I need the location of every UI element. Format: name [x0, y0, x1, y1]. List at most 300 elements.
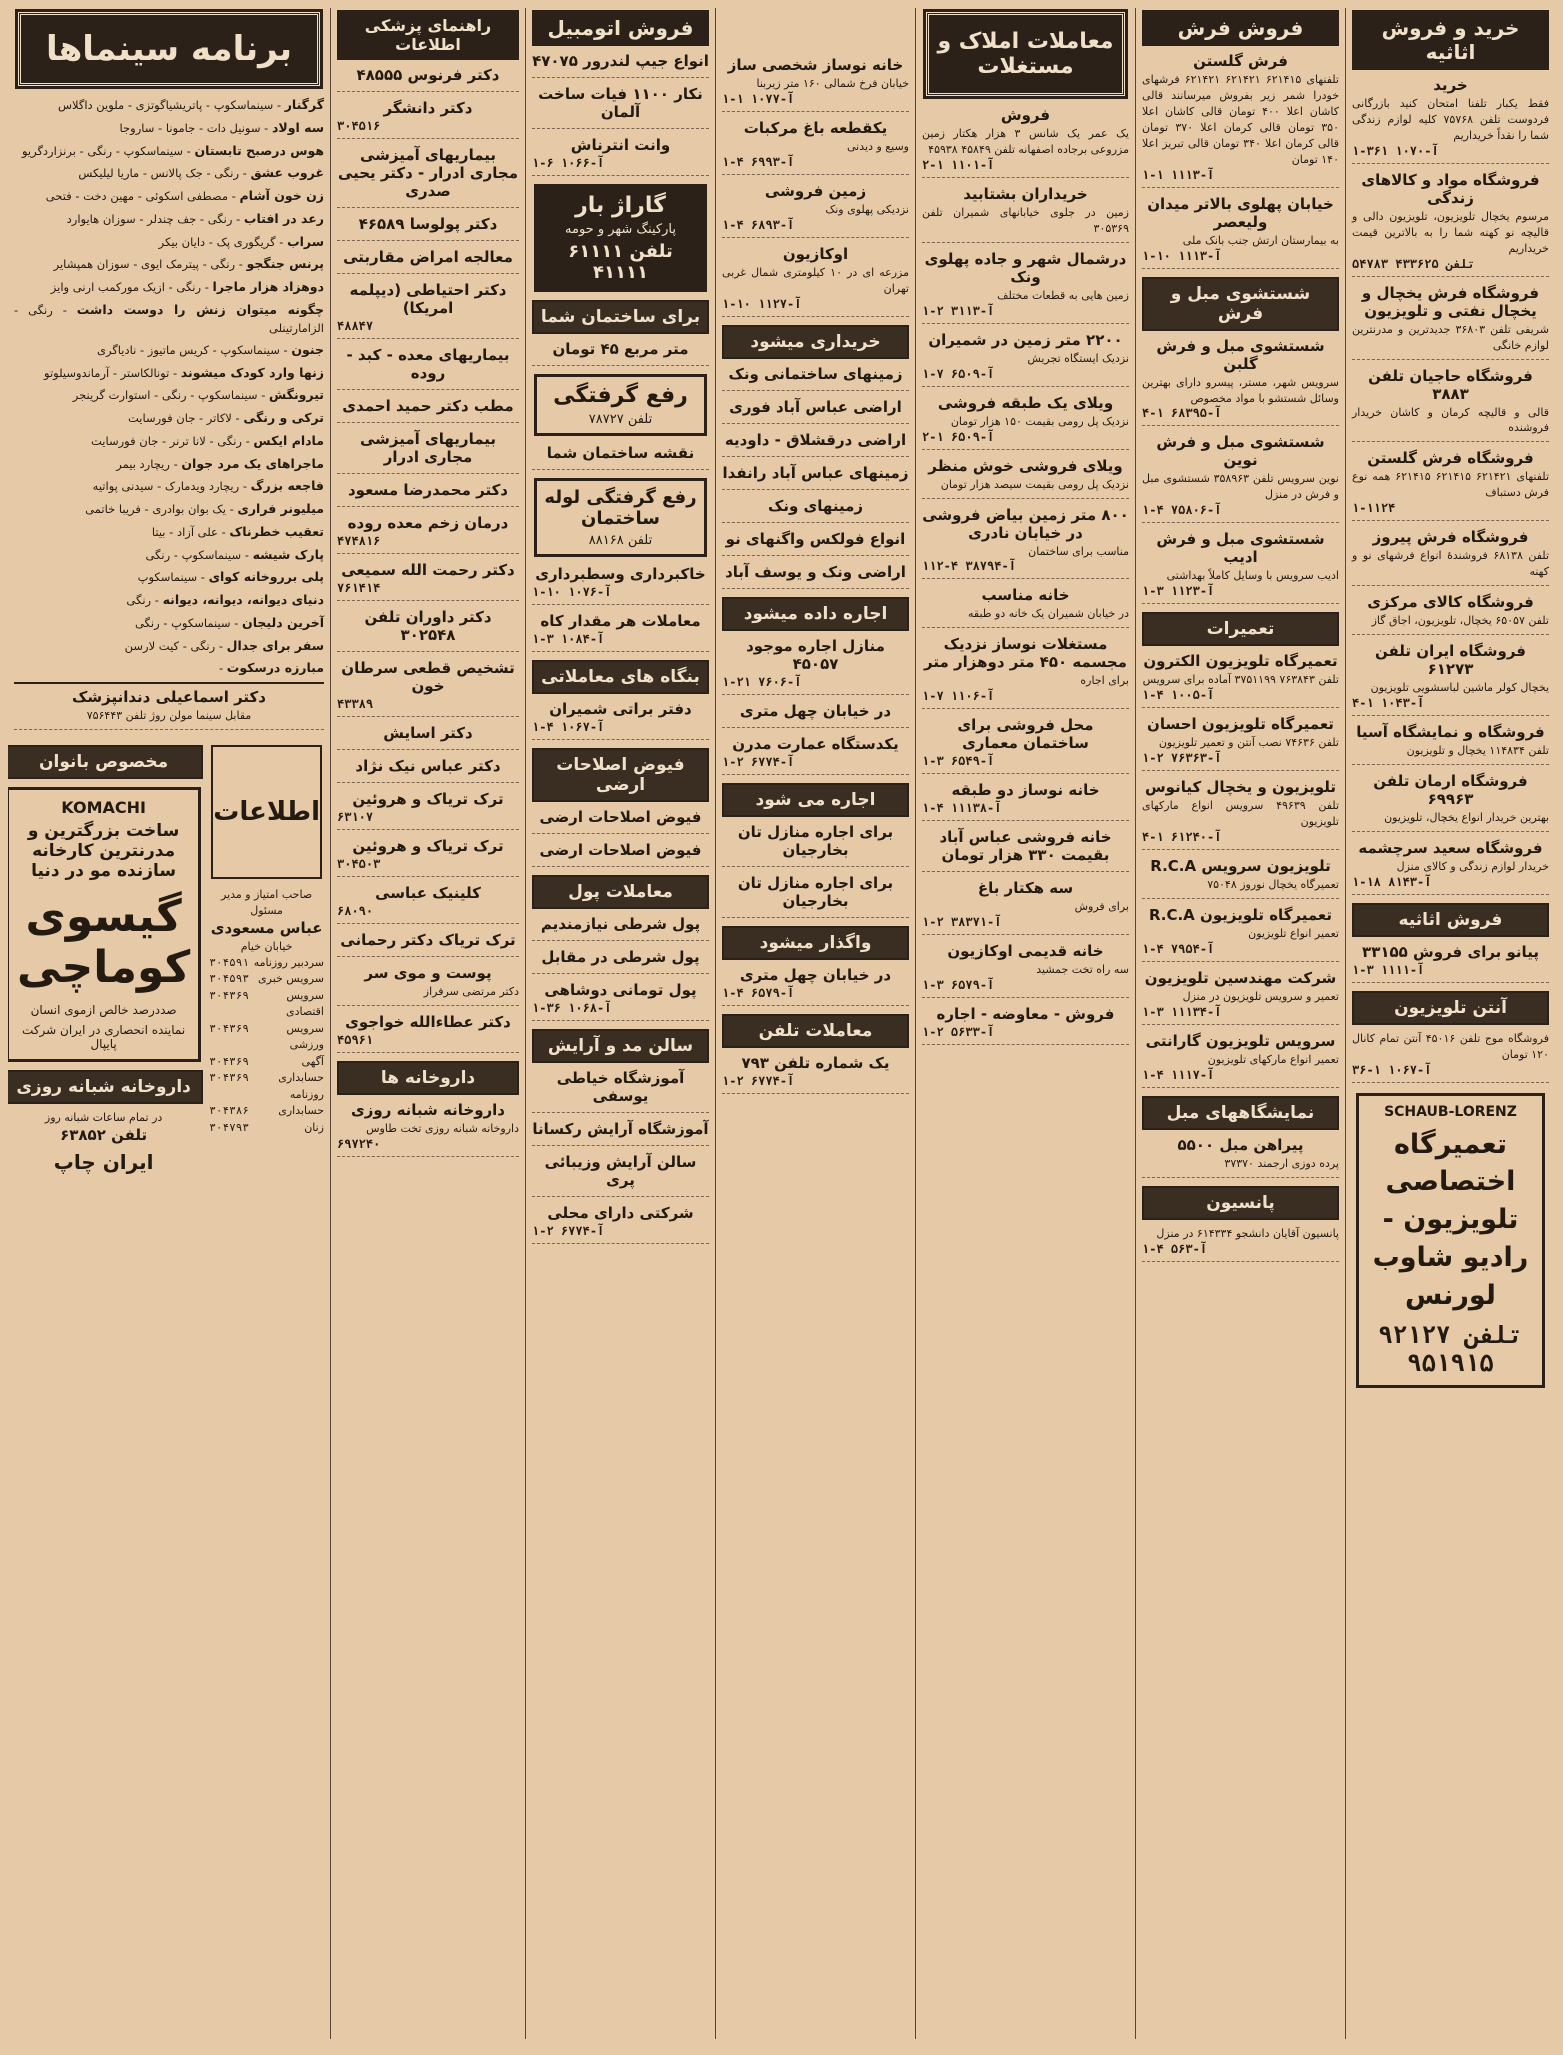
ad-phone: ۱-۴ آ-۷۵۸۰۶: [1142, 503, 1222, 518]
film-details: رنگی - پیترمک ایوی - سوزان همپشایر: [53, 257, 236, 272]
film-details: سینماسکوپ - پاتریشیاگوتزی - ملوین داگلاس: [57, 98, 274, 112]
ads-list: [337, 66, 519, 1053]
showroom-ad: [1142, 1136, 1339, 1178]
classified-ad: [722, 823, 909, 867]
ad-title: ترک تریاک و هروئین: [352, 837, 504, 855]
column-real-estate-2: [715, 8, 915, 2039]
ad-phone: ۱-۴ آ-۶۸۹۳: [722, 217, 795, 232]
ad-body: خیابان فرخ شمالی ۱۶۰ متر زیربنا: [756, 77, 909, 90]
ad-phone: ۱-۲ آ-۳۸۳۷۱: [922, 915, 1002, 930]
cinema-entry: [14, 386, 324, 405]
ad-title: فروشگاه و نمایشگاه آسیا: [1356, 723, 1545, 741]
film-details: رنگی - کیت لارسن: [124, 638, 216, 653]
ad-title: متر مربع ۴۵ تومان: [552, 340, 689, 358]
ad-body: به بیمارستان ارتش جنب بانک ملی: [1182, 233, 1339, 247]
ad-phone: تلفن ۸۸۱۶۸: [588, 533, 653, 548]
ad-phone: ۱-۴ آ-۵۶۳: [1142, 1241, 1208, 1256]
ad-title: شرکتی دارای محلی: [547, 1204, 694, 1222]
section-header-showroom: نمایشگاههای مبل: [1142, 1096, 1339, 1130]
ads-list: [532, 565, 709, 652]
separator: -: [260, 120, 272, 135]
film-title: جنون: [291, 341, 324, 357]
film-title: مبارزه درسکوت: [226, 660, 324, 676]
ad-body: فقط یکبار تلفنا امتحان کنید بازرگانی فردوست تلفن ۷۵۷۶۸ کلیه لوازم زندگی شما را نقداً خریداریم: [1352, 97, 1549, 142]
ad-body: دکتر مرتضی سرفراز: [423, 985, 519, 998]
ad-phone: ۴۵۹۶۱: [337, 1032, 374, 1047]
classified-ad: [922, 716, 1129, 774]
classified-ad: [337, 724, 519, 750]
section-header-transfer: واگذار میشود: [722, 926, 909, 960]
ad-title: در خیابان چهل متری: [739, 965, 892, 984]
film-title: زن خون آشام: [239, 188, 324, 203]
ad-phone: ۶۸۰۹۰: [337, 904, 374, 918]
separator: -: [241, 547, 253, 562]
ad-title: مستغلات نوساز نزدیک مجسمه ۴۵۰ متر دوهزار متر: [924, 635, 1127, 672]
ad-body: فروشگاه موج تلفن ۴۵۰۱۶ آنتن تمام کانال ۱۲۰ تومان: [1352, 1031, 1549, 1061]
classified-ad: [1352, 449, 1549, 521]
ad-body: سرویس شهر، مستر، پیسرو دارای بهترین وسائل شستشو با مواد مخصوص: [1142, 375, 1339, 405]
classified-ad: [532, 85, 709, 129]
classified-ad: [337, 146, 519, 208]
cinema-list: [14, 96, 324, 678]
cinema-entry: [14, 409, 324, 428]
classified-ad: [1352, 528, 1549, 586]
ad-title: دکتر پولوسا ۴۶۵۸۹: [358, 215, 498, 233]
ad-body: تلفنهای ۶۲۱۴۱۵ ۶۲۱۴۲۱ ۶۲۱۴۲۱ فرشهای خودرا شمر زیر بفروش میرسانند قالی کاشان اعلا ۴۰۰ تومان قالی کاشان اعلا ۳۵۰ تومان قالی کرمان اعلا ۳۷۰ تومان قالی کرمان اعلا ۳۴۰ تومان قالی تبریز اعلا ۱۴۰ تومان: [1142, 73, 1339, 166]
ad-title: شرکت مهندسین تلویزیون: [1144, 968, 1337, 987]
ad-phone: ۴-۱ آ-۱۰۴۳: [1352, 696, 1425, 710]
owner-label: صاحب امتیاز و مدیر مسئول: [221, 887, 313, 917]
cinema-entry: [14, 637, 324, 656]
ads-list: [1352, 76, 1549, 895]
printer-name: ایران چاپ: [53, 1149, 154, 1174]
column-cinema: [8, 8, 330, 2039]
ad-title: دکتر محمدرضا مسعود: [347, 481, 509, 499]
ad-title: خریداران بشتابید: [963, 184, 1088, 203]
classified-ad: [722, 56, 909, 112]
ad-title: کلینیک عباسی: [375, 884, 481, 902]
ad-title: خانه فروشی عباس آباد بقیمت ۳۳۰ هزار تومان: [939, 828, 1112, 865]
classified-ad: [532, 808, 709, 834]
ad-body: نزدیک ایستگاه تجریش: [1027, 351, 1129, 365]
classified-ad: [337, 964, 519, 1006]
schaub-lorenz-ad: [1356, 1093, 1545, 1388]
classified-ad: [922, 394, 1129, 450]
ad-phone: ۱-۷ آ-۱۱۰۶: [922, 689, 995, 704]
classified-ad: [337, 561, 519, 601]
ad-body: مناسب برای ساختمان: [1028, 544, 1129, 558]
ad-title: در خیابان چهل متری: [739, 701, 892, 720]
ad-title: شستشوی مبل و فرش گلبن: [1156, 336, 1325, 373]
classified-ad: [1142, 433, 1339, 523]
cinema-entry: [14, 255, 324, 274]
agent-text: نماینده انحصاری در ایران شرکت پایپال: [22, 1022, 186, 1051]
ad-body: تلفن ۱۱۴۸۳۴ یخچال و تلویزیون: [1406, 744, 1549, 757]
classified-ad: [922, 106, 1129, 178]
film-title: دنیای دیوانه، دیوانه، دیوانه: [162, 592, 324, 607]
classified-ad: [922, 457, 1129, 499]
phone-number: ۳۰۴۵۹۱: [209, 955, 249, 969]
ads-list: [1142, 52, 1339, 269]
classified-ad: [337, 757, 519, 783]
film-details: سینماسکوپ: [137, 570, 198, 585]
ad-body: در خیابان شمیران یک خانه دو طبقه: [967, 607, 1129, 621]
column-rugs: [1135, 8, 1345, 2039]
ad-title: فروشگاه کالای مرکزی: [1367, 593, 1534, 612]
ad-body: خریدار لوازم زندگی و کالای منزل: [1396, 859, 1549, 873]
ad-title: سالن آرایش وزیبائی پری: [544, 1153, 697, 1189]
ads-list: [722, 365, 909, 589]
phone-label: سردبیر روزنامه: [253, 955, 324, 969]
classified-ad: [337, 1013, 519, 1053]
ad-title: ویلای یک طبقه فروشی: [937, 393, 1114, 412]
classified-ad: [337, 884, 519, 924]
ad-title: نکار ۱۱۰۰ فیات ساخت آلمان: [538, 85, 703, 121]
ad-title: انواع جیپ لندرور ۴۷۰۷۵: [532, 52, 709, 70]
ad-title: فیوض اصلاحات ارضی: [539, 841, 702, 859]
column-header: فروش اتومبیل: [532, 10, 709, 46]
ad-phone: ۱-۲ آ-۶۷۷۴: [722, 754, 795, 769]
ad-title: معالجه امراض مقاربتی: [343, 248, 513, 266]
separator: -: [218, 661, 227, 676]
ad-body: مقابل سینما مولن روژ تلفن ۷۵۶۴۴۳: [86, 709, 252, 722]
ad-title: خانه نوساز شخصی ساز: [727, 56, 904, 74]
ad-phone: ۱-۳۶ آ-۱۰۶۸: [532, 1001, 612, 1015]
cinema-entry: [14, 119, 324, 138]
section-header-rent: اجاره داده میشود: [722, 597, 909, 631]
cinema-entry: [14, 278, 324, 297]
separator: -: [183, 143, 195, 158]
classified-ad: [532, 1153, 709, 1197]
ad-phone: ۱-۲۱ آ-۷۶۰۶: [722, 674, 802, 689]
separator: -: [228, 189, 240, 203]
ad-body: تلفن ۷۶۳۸۴۳ ۳۷۵۱۱۹۹ آماده برای سرویس: [1142, 673, 1339, 687]
ad-body: پرده دوزی ارجمند ۳۷۳۷۰: [1224, 1156, 1339, 1170]
classified-ad: [722, 119, 909, 175]
column-header: راهنمای پزشکی اطلاعات: [337, 10, 519, 60]
cinema-entry: [14, 546, 324, 565]
ad-phone: ۱-۱ آ-۱۰۷۷: [722, 91, 795, 106]
classified-ad: [337, 66, 519, 92]
ad-title: زمینهای ساختمانی ونک: [728, 364, 903, 383]
agency-ad: [532, 700, 709, 740]
column-medical: [330, 8, 525, 2039]
film-title: دوهزاد هزار ماجرا: [212, 279, 324, 294]
ad-title: فروشگاه سعید سرچشمه: [1358, 838, 1543, 857]
ad-title: زمینهای عباس آباد رانفدا: [722, 463, 909, 482]
ad-title: دفتر براتی شمیران: [549, 700, 692, 718]
ad-title: یکدستگاه عمارت مدرن: [732, 734, 899, 753]
ad-phone: ۳۰۴۵۰۳: [337, 857, 381, 871]
classified-ad: [532, 1069, 709, 1113]
ad-title: ساخت بزرگترین و مدرنترین کارخانه سازنده مو در دنیا: [27, 820, 180, 881]
cinema-entry: [14, 301, 324, 337]
classified-ad: [722, 398, 909, 424]
ad-title: رفع گرفتگی لوله ساختمان: [544, 487, 697, 529]
ad-body: تلفن ۷۴۶۳۶ نصب آنتن و تعمیر تلویزیون: [1158, 736, 1339, 750]
ad-phone: ۱۱۲-۴ آ-۳۸۷۹۴: [922, 559, 1016, 574]
ad-phone: تلفن ۴۳۳۶۲۵ ۵۴۷۸۳: [1352, 256, 1475, 271]
classified-ad: [922, 828, 1129, 872]
classified-ad: [1142, 337, 1339, 427]
film-title: چگونه میتوان زنش را دوست داشت: [76, 301, 325, 317]
brand-logo-text: KOMACHI: [61, 797, 146, 817]
ad-title: تلویزیون سرویس R.C.A: [1150, 857, 1331, 875]
phone-row: [209, 1054, 324, 1071]
ad-phone: ۱-۱۰ آ-۱۱۲۷: [722, 296, 802, 311]
phone-label: زنان: [304, 1120, 324, 1134]
phone-row: [209, 1103, 324, 1120]
ad-title: یکقطعه باغ مرکبات: [743, 118, 888, 137]
ad-title: بیماریهای آمیزشی مجاری ادرار: [359, 430, 497, 466]
phone-label: حسابداری روزنامه: [278, 1071, 324, 1101]
film-title: گرگنار: [284, 97, 324, 112]
film-details: سونیل دات - جامونا - ساروجا: [119, 120, 261, 135]
section-header-buy: خریداری میشود: [722, 325, 909, 359]
column-furniture: [1345, 8, 1555, 2039]
section-header-build: برای ساختمان شما: [532, 300, 709, 334]
ad-title: درشمال شهر و جاده پهلوی ونک: [924, 249, 1127, 286]
phone-label: سرویس ورزشی: [286, 1021, 324, 1052]
ads-list: [722, 1054, 909, 1094]
ad-body: مرسوم یخچال تلویزیون، تلویزیون دالی و قالیچه نو کهنه شما را به بالاترین قیمت خریداریم: [1352, 209, 1549, 255]
cinema-entry: [14, 591, 324, 610]
section-header-salon: سالن مد و آرایش: [532, 1029, 709, 1063]
film-title: رعد در افتاب: [243, 210, 324, 226]
section-header-money: معاملات پول: [532, 875, 709, 909]
cinema-entry: [14, 364, 324, 383]
ettelaat-logo: اطلاعات: [211, 745, 322, 879]
classified-ad: [337, 248, 519, 274]
ad-phone: ۴۸۸۴۷: [337, 319, 374, 333]
classified-ad: [532, 340, 709, 366]
classified-ad: [722, 563, 909, 589]
phone-number: ۳۰۴۳۸۶: [209, 1104, 249, 1118]
dentist-ad: [14, 682, 324, 730]
section-header-pharmacy2: داروخانه شبانه روزی: [8, 1070, 203, 1104]
column-cars: [525, 8, 715, 2039]
phone-row: [209, 1021, 324, 1054]
classified-ad: [1142, 857, 1339, 899]
ad-phone: ۱-۴ آ-۶۵۷۹: [722, 985, 795, 1000]
column-real-estate: [915, 8, 1135, 2039]
ad-phone: ۱-۱۱۲۴: [1352, 501, 1396, 516]
film-details: تونالکاستر - آرماندوسیلوتو: [44, 365, 170, 380]
ad-phone: ۷۶۱۴۱۴: [337, 581, 381, 595]
ad-title: مطب دکتر حمید احمدی: [342, 397, 514, 415]
classified-ad: [722, 497, 909, 523]
classified-ad: [337, 514, 519, 554]
classified-ad: [722, 874, 909, 918]
classified-ad: [1142, 715, 1339, 771]
classified-ad: [1352, 642, 1549, 716]
classified-ad: [922, 185, 1129, 243]
cinema-entry: [14, 142, 324, 161]
film-details: رنگی - جک پالانس - ماریا لیلیکس: [78, 166, 239, 181]
ads-list: [722, 966, 909, 1006]
separator: -: [273, 98, 285, 112]
phone-number: ۳۰۴۳۶۹: [209, 1071, 249, 1085]
classified-ad: [1142, 195, 1339, 269]
ad-title: ترک تریاک دکتر رحمانی: [340, 931, 516, 949]
ad-phone: ۱-۴ آ-۶۹۹۳: [722, 154, 795, 169]
unclog-ad: [534, 374, 707, 436]
cinema-entry: [14, 523, 324, 542]
classified-ad: [722, 735, 909, 775]
film-details: رنگی - جف چندلر - سوزان هایوارد: [66, 211, 233, 226]
classified-ad: [1352, 839, 1549, 895]
ad-phone: ۱-۴ آ-۱۱۱۳۸: [922, 801, 1002, 816]
film-title: تعقیب خطرناک: [229, 523, 324, 539]
ads-list: [532, 808, 709, 867]
ad-body: تعمیرگاه یخچال نوروز ۷۵۰۴۸: [1207, 878, 1339, 891]
classified-ad: [1352, 284, 1549, 360]
phone-label: سرویس خبری: [258, 972, 324, 986]
classified-ad: [532, 1204, 709, 1244]
phone-number: ۳۰۴۳۶۹: [209, 1054, 249, 1068]
ad-title: زمین فروشی: [764, 181, 867, 200]
ad-title: سرویس تلویزیون گارانتی: [1145, 1031, 1336, 1050]
ad-title: اراضی درقشلاق - داودیه: [724, 430, 907, 449]
film-details: رنگی - لانا ترنر - جان فورسایت: [90, 433, 242, 448]
ad-phone: ۱-۷ آ-۶۵۰۹: [922, 366, 995, 381]
ad-phone: ۱-۱ آ-۱۱۱۳: [1142, 167, 1215, 182]
ad-title: پول تومانی دوشاهی: [544, 981, 697, 999]
ad-title: سه هکتار باغ: [977, 879, 1074, 898]
film-details: ریچارد بیمر: [116, 456, 170, 471]
pharmacy-phone: تلفن ۶۳۸۵۲: [60, 1125, 148, 1144]
column-header: معاملات املاک و مستغلات: [926, 12, 1125, 96]
ad-title: شستشوی مبل و فرش ادیب: [1156, 530, 1325, 567]
section-header-women: مخصوص بانوان: [8, 745, 203, 779]
film-title: میلیونر فراری: [237, 501, 324, 516]
ad-title: فرش گلستن: [1193, 52, 1288, 70]
ad-body: بهترین خریدار انواع یخچال، تلویزیون: [1384, 810, 1549, 824]
cinema-entry: [14, 500, 324, 519]
ad-phone: ۴۷۴۸۱۶: [337, 534, 381, 548]
film-details: رنگی - الزامارتینلی: [14, 302, 324, 335]
column-header: خرید و فروش اثاثیه: [1352, 10, 1549, 70]
phone-row: [209, 955, 324, 972]
classified-ad: [1142, 530, 1339, 604]
ad-phone: ۱-۲ آ-۶۷۷۴: [532, 1224, 605, 1238]
ad-title: دکتر رحمت الله سمیعی: [341, 561, 515, 579]
ad-title: دکتر اسایش: [383, 724, 473, 742]
ad-title: آموزشگاه خیاطی یوسفی: [556, 1069, 685, 1105]
phone-row: [209, 988, 324, 1021]
classified-ad: [1142, 969, 1339, 1025]
classified-ad: [1352, 367, 1549, 443]
separator: -: [169, 456, 182, 471]
ad-title: اوکازیون: [782, 244, 849, 263]
ad-body: سه راه تخت جمشید: [1036, 963, 1129, 977]
cinema-entry: [14, 96, 324, 115]
separator: -: [241, 433, 254, 448]
cinema-entry: [14, 187, 324, 206]
classified-ad: [337, 99, 519, 139]
separator: -: [232, 211, 244, 226]
classified-ad: [532, 612, 709, 652]
classified-ad: [337, 837, 519, 877]
phone-number: ۳۰۴۳۶۹: [209, 988, 249, 1002]
ad-title: ۲۲۰۰ متر زمین در شمیران: [928, 330, 1123, 349]
section-header-pharmacy: داروخانه ها: [337, 1061, 519, 1095]
classified-ad: [722, 702, 909, 728]
ads-list: [532, 1069, 709, 1244]
cinema-entry: [14, 210, 324, 229]
ad-body: تلفن ۶۵۰۵۷ یخچال، تلویزیون، اجاق گاز: [1371, 614, 1549, 628]
ad-phone: ۱-۴ آ-۱۰۶۷: [532, 720, 605, 734]
ad-body: نزدیک پل رومی بقیمت سیصد هزار تومان: [940, 477, 1129, 491]
ad-title: اراضی عباس آباد فوری: [729, 397, 902, 416]
classified-ad: [532, 136, 709, 176]
ad-body: یخچال کولر ماشین لباسشویی تلویزیون: [1370, 681, 1549, 695]
ad-title: خیابان پهلوی بالاتر میدان ولیعصر: [1147, 194, 1334, 231]
separator: -: [235, 257, 247, 272]
film-title: سراب: [287, 233, 324, 249]
ad-title: تعمیرگاه تلویزیون الکترون: [1143, 652, 1338, 671]
separator: -: [239, 166, 251, 181]
piano-ad: [1352, 943, 1549, 983]
ad-title: خانه نوساز دو طبقه: [951, 781, 1100, 800]
ad-title: تشخیص قطعی سرطان خون: [341, 659, 515, 695]
ad-title: دکتر احتیاطی (دیپلمه امریکا): [349, 281, 507, 317]
ads-list: [722, 823, 909, 918]
brand-name: گیسوی کوماچی: [17, 890, 191, 993]
ad-phone: ۴۳۳۸۹: [337, 697, 374, 711]
garage-ad: [534, 184, 707, 292]
ad-title: رفع گرفتگی: [553, 383, 688, 408]
ad-phone: ۲-۱ آ-۱۱۰۱: [922, 157, 995, 172]
classified-ad: [922, 250, 1129, 324]
ad-title: پول شرطی نیازمندیم: [540, 915, 701, 933]
section-header-rent2: اجاره می شود: [722, 783, 909, 817]
section-header-agency: بنگاه های معاملاتی: [532, 660, 709, 694]
cinema-entry: [14, 432, 324, 451]
separator: -: [52, 302, 77, 317]
cinema-entry: [14, 233, 324, 252]
ad-phone: ۲-۱ آ-۶۵۰۹: [922, 429, 995, 444]
film-title: سه اولاد: [271, 119, 324, 135]
ad-title: معاملات هر مقدار کاه: [540, 612, 701, 630]
ad-phone: ۱-۳ آ-۱۱۱۱: [1352, 962, 1425, 977]
classified-ad: [922, 879, 1129, 935]
classified-ad: [1352, 772, 1549, 832]
classified-ad: [722, 182, 909, 238]
ad-title: پوست و موی سر: [364, 964, 492, 982]
ad-title: دکتر اسماعیلی دندانپزشک: [72, 688, 266, 706]
ads-list: [1142, 337, 1339, 605]
ad-phone: ۴-۱ آ-۶۸۳۹۵: [1142, 406, 1222, 421]
ad-phone: ۱-۱۰ آ-۱۱۱۳: [1142, 248, 1222, 263]
classified-ad: [337, 608, 519, 652]
separator: -: [279, 342, 292, 357]
classified-ad: [532, 1120, 709, 1146]
classified-ad: [337, 281, 519, 339]
film-details: سینماسکوپ - رنگی: [134, 615, 231, 630]
ad-phone: ۱-۳ آ-۱۰۸۴: [532, 632, 605, 646]
ad-title: بیماریهای آمیزشی مجاری ادرار - دکتر یحیی صدری: [337, 146, 519, 200]
ad-title: زمینهای ونک: [768, 496, 863, 515]
classified-ad: [1142, 778, 1339, 850]
ad-body: برای اجاره: [1080, 674, 1129, 688]
phone-number: ۳۰۴۵۹۳: [209, 972, 249, 986]
ad-phone: ۱-۳ آ-۱۱۲۳: [1142, 584, 1215, 599]
ad-phone: تلفن ۶۱۱۱۱ ۴۱۱۱۱: [568, 241, 673, 283]
newspaper-page: [8, 8, 1555, 2039]
film-details: سینماسکوپ - رنگی: [145, 547, 242, 562]
classified-ad: [532, 565, 709, 605]
